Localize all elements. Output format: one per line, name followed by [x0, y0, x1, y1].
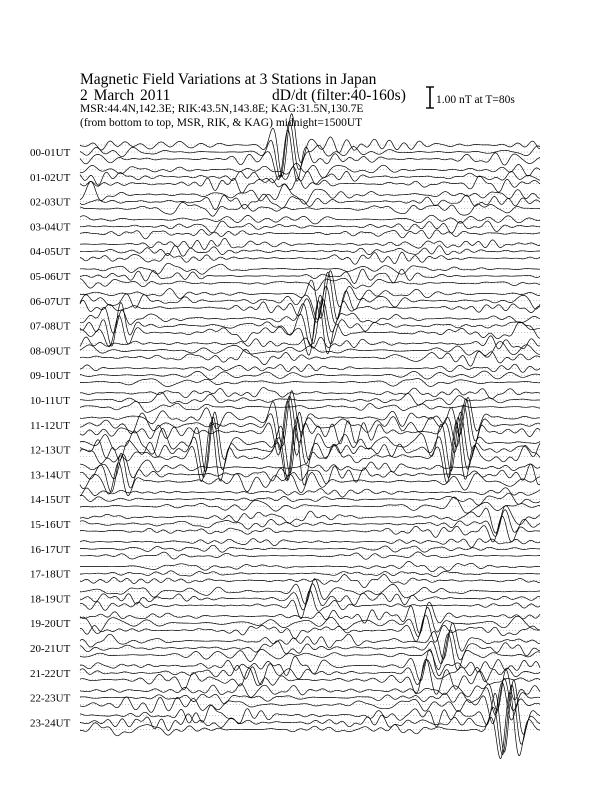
- hour-label: 07-08UT: [30, 320, 71, 333]
- hour-label: 22-23UT: [30, 692, 71, 705]
- hour-row: [30, 364, 540, 386]
- trace-kag: [80, 670, 540, 710]
- trace-kag: [80, 539, 540, 548]
- trace-kag: [80, 364, 540, 372]
- trace-rik: [80, 221, 540, 233]
- trace-msr: [80, 230, 540, 239]
- hour-label: 20-21UT: [30, 643, 71, 655]
- trace-msr: [80, 575, 540, 588]
- trace-rik: [80, 295, 540, 346]
- hour-label: 13-14UT: [30, 469, 71, 482]
- hour-label: 04-05UT: [30, 246, 71, 259]
- hour-row: [30, 114, 540, 181]
- station-coordinates: MSR:44.4N,142.3E; RIK:43.5N,143.8E; KAG:31.5N,130.7E: [80, 103, 364, 115]
- trace-rik: [80, 685, 540, 755]
- trace-rik: [80, 272, 540, 320]
- scale-bar-label: 1.00 nT at T=80s: [436, 94, 515, 106]
- hour-label: 05-06UT: [30, 271, 71, 283]
- trace-kag: [80, 506, 540, 534]
- trace-rik: [80, 396, 540, 450]
- trace-rik: [80, 607, 540, 636]
- hour-label: 12-13UT: [30, 444, 71, 457]
- trace-kag: [80, 299, 540, 344]
- hour-label: 08-09UT: [30, 345, 71, 358]
- hour-label: 09-10UT: [30, 370, 71, 383]
- trace-msr: [80, 379, 540, 387]
- hour-row: [30, 263, 540, 290]
- hour-label: 14-15UT: [30, 494, 71, 507]
- trace-msr: [80, 286, 540, 323]
- hour-row: [30, 271, 540, 324]
- hour-row: [30, 215, 540, 239]
- hour-row: [30, 539, 540, 560]
- trace-kag: [80, 215, 540, 224]
- hour-row: [30, 388, 540, 413]
- hour-row: [30, 488, 540, 513]
- trace-rik: [80, 392, 540, 405]
- hour-label: 23-24UT: [30, 717, 71, 730]
- hour-row: [30, 238, 540, 264]
- hour-row: [30, 579, 540, 619]
- trace-rik: [80, 121, 540, 177]
- hour-label: 17-18UT: [30, 568, 71, 581]
- trace-kag: [80, 163, 540, 178]
- hour-label: 01-02UT: [30, 171, 71, 184]
- hour-row: [30, 181, 540, 216]
- trace-msr: [80, 301, 540, 355]
- chart-date: 2 March 2011: [80, 87, 171, 104]
- chart-title: Magnetic Field Variations at 3 Stations in Japan: [80, 71, 377, 88]
- trace-msr: [80, 552, 540, 559]
- trace-msr: [80, 349, 540, 366]
- hour-label: 16-17UT: [30, 543, 71, 556]
- stack-order-note: (from bottom to top, MSR, RIK, & KAG) midnight=1500UT: [80, 117, 363, 129]
- trace-rik: [80, 493, 540, 505]
- trace-msr: [80, 590, 540, 618]
- trace-kag: [80, 263, 540, 274]
- trace-msr: [80, 278, 540, 290]
- hour-label: 03-04UT: [30, 221, 71, 234]
- hour-row: [30, 336, 540, 366]
- trace-rik: [80, 510, 540, 536]
- hour-label: 02-03UT: [30, 196, 71, 209]
- trace-msr: [80, 516, 540, 542]
- hour-label: 06-07UT: [30, 295, 71, 308]
- trace-rik: [80, 417, 540, 480]
- hour-label: 10-11UT: [30, 395, 70, 407]
- hour-row: [30, 163, 540, 193]
- hour-label: 00-01UT: [30, 147, 71, 159]
- trace-msr: [80, 683, 540, 724]
- chart-quantity: dD/dt (filter:40-160s): [272, 87, 406, 104]
- trace-kag: [80, 336, 540, 349]
- hour-label: 15-16UT: [30, 519, 71, 531]
- hour-label: 19-20UT: [30, 618, 71, 631]
- trace-msr: [80, 176, 540, 193]
- hour-row: [30, 561, 540, 587]
- trace-msr: [80, 202, 540, 216]
- trace-rik: [80, 660, 540, 685]
- hour-label: 21-22UT: [30, 667, 71, 680]
- trace-rik: [80, 630, 540, 664]
- hour-label: 11-12UT: [30, 419, 70, 432]
- hour-label: 18-19UT: [30, 593, 71, 606]
- scale-bar: [426, 87, 434, 108]
